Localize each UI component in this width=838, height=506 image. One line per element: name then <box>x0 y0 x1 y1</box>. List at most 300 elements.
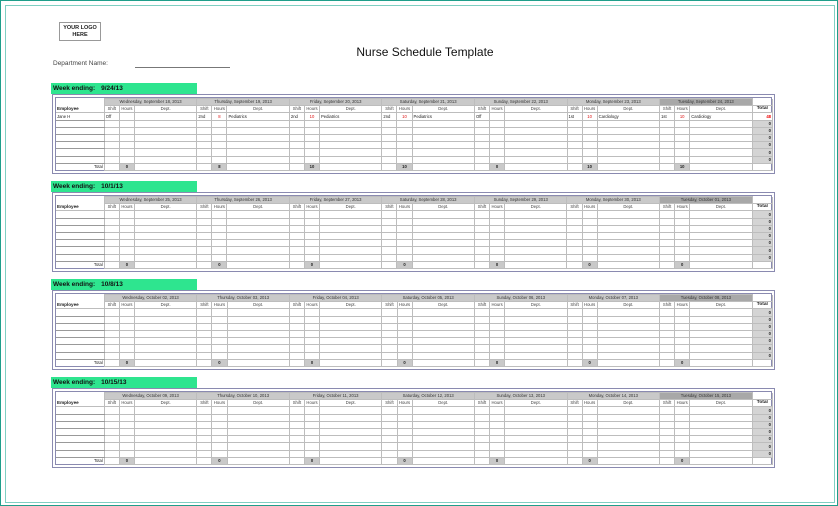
dept-cell[interactable] <box>134 330 196 337</box>
shift-cell[interactable] <box>660 120 675 127</box>
dept-cell[interactable] <box>505 211 567 218</box>
hours-cell[interactable] <box>119 240 134 247</box>
shift-cell[interactable] <box>567 338 582 345</box>
hours-cell[interactable] <box>304 421 319 428</box>
hours-cell[interactable] <box>490 225 505 232</box>
shift-cell[interactable] <box>197 428 212 435</box>
dept-cell[interactable] <box>320 232 382 239</box>
dept-cell[interactable] <box>505 218 567 225</box>
dept-cell[interactable] <box>690 421 752 428</box>
hours-cell[interactable] <box>212 134 227 141</box>
dept-cell[interactable] <box>227 421 289 428</box>
dept-cell[interactable] <box>320 407 382 414</box>
shift-cell[interactable] <box>104 240 119 247</box>
hours-cell[interactable] <box>675 156 690 163</box>
shift-cell[interactable] <box>104 352 119 359</box>
dept-cell[interactable] <box>412 134 474 141</box>
dept-cell[interactable] <box>412 218 474 225</box>
dept-cell[interactable] <box>505 240 567 247</box>
dept-cell[interactable] <box>134 142 196 149</box>
dept-cell[interactable]: Pediatrics <box>227 113 289 120</box>
hours-cell[interactable] <box>490 309 505 316</box>
employee-name-cell[interactable] <box>56 309 104 316</box>
shift-cell[interactable] <box>382 330 397 337</box>
hours-cell[interactable] <box>212 120 227 127</box>
hours-cell[interactable] <box>582 232 597 239</box>
dept-cell[interactable] <box>690 211 752 218</box>
shift-cell[interactable] <box>567 134 582 141</box>
employee-name-cell[interactable] <box>56 142 104 149</box>
hours-cell[interactable] <box>490 345 505 352</box>
dept-cell[interactable] <box>320 316 382 323</box>
dept-cell[interactable] <box>597 338 659 345</box>
hours-cell[interactable] <box>675 225 690 232</box>
dept-cell[interactable] <box>412 309 474 316</box>
dept-cell[interactable]: Cardiology <box>690 113 752 120</box>
shift-cell[interactable] <box>660 330 675 337</box>
hours-cell[interactable] <box>675 414 690 421</box>
hours-cell[interactable] <box>397 443 412 450</box>
dept-cell[interactable] <box>320 450 382 457</box>
shift-cell[interactable] <box>382 309 397 316</box>
shift-cell[interactable] <box>660 323 675 330</box>
shift-cell[interactable] <box>474 338 489 345</box>
dept-cell[interactable] <box>597 436 659 443</box>
dept-cell[interactable] <box>320 421 382 428</box>
shift-cell[interactable] <box>382 323 397 330</box>
shift-cell[interactable] <box>197 225 212 232</box>
dept-cell[interactable] <box>505 247 567 254</box>
hours-cell[interactable] <box>490 120 505 127</box>
dept-cell[interactable] <box>320 428 382 435</box>
shift-cell[interactable] <box>289 240 304 247</box>
dept-cell[interactable] <box>320 149 382 156</box>
hours-cell[interactable] <box>212 225 227 232</box>
hours-cell[interactable] <box>397 428 412 435</box>
shift-cell[interactable] <box>474 156 489 163</box>
shift-cell[interactable] <box>382 428 397 435</box>
shift-cell[interactable] <box>104 443 119 450</box>
shift-cell[interactable] <box>382 120 397 127</box>
hours-cell[interactable] <box>304 232 319 239</box>
shift-cell[interactable] <box>104 127 119 134</box>
dept-cell[interactable] <box>412 436 474 443</box>
shift-cell[interactable] <box>104 330 119 337</box>
shift-cell[interactable] <box>289 232 304 239</box>
shift-cell[interactable] <box>197 330 212 337</box>
dept-cell[interactable] <box>690 352 752 359</box>
dept-cell[interactable] <box>505 254 567 261</box>
shift-cell[interactable] <box>474 436 489 443</box>
hours-cell[interactable] <box>397 345 412 352</box>
hours-cell[interactable] <box>582 211 597 218</box>
shift-cell[interactable] <box>197 345 212 352</box>
hours-cell[interactable] <box>212 443 227 450</box>
hours-cell[interactable] <box>119 407 134 414</box>
dept-cell[interactable] <box>412 421 474 428</box>
dept-cell[interactable] <box>227 247 289 254</box>
hours-cell[interactable] <box>119 428 134 435</box>
hours-cell[interactable] <box>582 345 597 352</box>
dept-cell[interactable] <box>412 443 474 450</box>
hours-cell[interactable] <box>490 450 505 457</box>
hours-cell[interactable] <box>119 113 134 120</box>
dept-cell[interactable]: Pediatrics <box>320 113 382 120</box>
shift-cell[interactable] <box>104 156 119 163</box>
shift-cell[interactable] <box>474 247 489 254</box>
dept-cell[interactable] <box>227 149 289 156</box>
hours-cell[interactable] <box>490 421 505 428</box>
dept-cell[interactable]: Pediatrics <box>412 113 474 120</box>
dept-cell[interactable] <box>412 338 474 345</box>
dept-cell[interactable] <box>690 218 752 225</box>
dept-cell[interactable] <box>597 330 659 337</box>
shift-cell[interactable] <box>289 134 304 141</box>
shift-cell[interactable] <box>567 211 582 218</box>
employee-name-cell[interactable] <box>56 211 104 218</box>
hours-cell[interactable] <box>119 149 134 156</box>
hours-cell[interactable] <box>675 254 690 261</box>
dept-cell[interactable] <box>597 443 659 450</box>
dept-cell[interactable] <box>227 240 289 247</box>
shift-cell[interactable] <box>567 309 582 316</box>
dept-cell[interactable] <box>134 414 196 421</box>
shift-cell[interactable] <box>567 156 582 163</box>
shift-cell[interactable]: 1st <box>567 113 582 120</box>
hours-cell[interactable] <box>582 240 597 247</box>
shift-cell[interactable] <box>567 218 582 225</box>
dept-cell[interactable] <box>597 323 659 330</box>
hours-cell[interactable] <box>582 407 597 414</box>
hours-cell[interactable] <box>675 345 690 352</box>
shift-cell[interactable] <box>382 232 397 239</box>
hours-cell[interactable] <box>675 428 690 435</box>
hours-cell[interactable] <box>675 407 690 414</box>
hours-cell[interactable]: 10 <box>675 113 690 120</box>
dept-cell[interactable] <box>690 240 752 247</box>
hours-cell[interactable] <box>582 436 597 443</box>
hours-cell[interactable] <box>490 414 505 421</box>
dept-cell[interactable] <box>227 309 289 316</box>
hours-cell[interactable] <box>304 254 319 261</box>
dept-cell[interactable] <box>505 134 567 141</box>
dept-cell[interactable] <box>134 254 196 261</box>
shift-cell[interactable] <box>567 142 582 149</box>
hours-cell[interactable] <box>119 218 134 225</box>
dept-cell[interactable] <box>412 428 474 435</box>
dept-cell[interactable] <box>320 134 382 141</box>
dept-cell[interactable] <box>597 414 659 421</box>
hours-cell[interactable] <box>675 309 690 316</box>
shift-cell[interactable] <box>197 338 212 345</box>
shift-cell[interactable] <box>474 232 489 239</box>
shift-cell[interactable] <box>660 309 675 316</box>
shift-cell[interactable] <box>567 127 582 134</box>
dept-cell[interactable] <box>505 421 567 428</box>
hours-cell[interactable] <box>212 345 227 352</box>
hours-cell[interactable] <box>119 414 134 421</box>
dept-cell[interactable] <box>412 142 474 149</box>
shift-cell[interactable] <box>289 127 304 134</box>
dept-cell[interactable] <box>597 218 659 225</box>
shift-cell[interactable] <box>197 421 212 428</box>
shift-cell[interactable] <box>567 407 582 414</box>
dept-cell[interactable] <box>505 345 567 352</box>
hours-cell[interactable] <box>304 407 319 414</box>
employee-name-cell[interactable] <box>56 232 104 239</box>
dept-cell[interactable] <box>690 443 752 450</box>
hours-cell[interactable] <box>212 436 227 443</box>
hours-cell[interactable] <box>490 443 505 450</box>
shift-cell[interactable] <box>660 352 675 359</box>
shift-cell[interactable] <box>567 225 582 232</box>
dept-cell[interactable] <box>690 149 752 156</box>
dept-cell[interactable] <box>505 323 567 330</box>
dept-cell[interactable] <box>597 127 659 134</box>
dept-cell[interactable] <box>597 247 659 254</box>
hours-cell[interactable] <box>212 421 227 428</box>
hours-cell[interactable] <box>675 436 690 443</box>
dept-cell[interactable] <box>320 323 382 330</box>
shift-cell[interactable] <box>289 330 304 337</box>
hours-cell[interactable] <box>212 149 227 156</box>
shift-cell[interactable] <box>382 407 397 414</box>
shift-cell[interactable] <box>289 149 304 156</box>
shift-cell[interactable] <box>382 421 397 428</box>
dept-cell[interactable] <box>690 156 752 163</box>
hours-cell[interactable] <box>212 247 227 254</box>
shift-cell[interactable] <box>567 232 582 239</box>
hours-cell[interactable] <box>397 352 412 359</box>
shift-cell[interactable] <box>660 134 675 141</box>
hours-cell[interactable] <box>490 232 505 239</box>
dept-cell[interactable] <box>690 120 752 127</box>
hours-cell[interactable] <box>582 421 597 428</box>
shift-cell[interactable] <box>567 450 582 457</box>
hours-cell[interactable] <box>675 149 690 156</box>
hours-cell[interactable] <box>304 316 319 323</box>
shift-cell[interactable] <box>104 316 119 323</box>
dept-cell[interactable] <box>412 352 474 359</box>
hours-cell[interactable] <box>675 127 690 134</box>
dept-cell[interactable] <box>690 450 752 457</box>
shift-cell[interactable] <box>104 142 119 149</box>
dept-cell[interactable] <box>597 225 659 232</box>
shift-cell[interactable] <box>567 323 582 330</box>
shift-cell[interactable] <box>382 414 397 421</box>
dept-cell[interactable] <box>505 428 567 435</box>
hours-cell[interactable] <box>212 142 227 149</box>
dept-cell[interactable] <box>320 120 382 127</box>
shift-cell[interactable] <box>104 218 119 225</box>
shift-cell[interactable] <box>660 142 675 149</box>
hours-cell[interactable] <box>582 142 597 149</box>
hours-cell[interactable] <box>490 436 505 443</box>
dept-cell[interactable] <box>320 338 382 345</box>
shift-cell[interactable] <box>382 443 397 450</box>
shift-cell[interactable]: 2nd <box>382 113 397 120</box>
shift-cell[interactable] <box>104 345 119 352</box>
dept-cell[interactable] <box>597 134 659 141</box>
dept-cell[interactable] <box>505 156 567 163</box>
hours-cell[interactable] <box>397 211 412 218</box>
shift-cell[interactable] <box>567 149 582 156</box>
shift-cell[interactable] <box>567 421 582 428</box>
shift-cell[interactable] <box>474 407 489 414</box>
shift-cell[interactable] <box>660 225 675 232</box>
hours-cell[interactable] <box>397 316 412 323</box>
dept-cell[interactable] <box>134 323 196 330</box>
dept-cell[interactable] <box>597 345 659 352</box>
dept-cell[interactable] <box>690 338 752 345</box>
dept-cell[interactable] <box>320 330 382 337</box>
dept-cell[interactable] <box>320 352 382 359</box>
shift-cell[interactable] <box>660 211 675 218</box>
hours-cell[interactable] <box>119 443 134 450</box>
shift-cell[interactable] <box>382 127 397 134</box>
hours-cell[interactable] <box>212 450 227 457</box>
hours-cell[interactable] <box>119 421 134 428</box>
dept-cell[interactable] <box>320 211 382 218</box>
dept-cell[interactable] <box>690 316 752 323</box>
hours-cell[interactable] <box>304 330 319 337</box>
shift-cell[interactable] <box>382 450 397 457</box>
shift-cell[interactable] <box>382 225 397 232</box>
hours-cell[interactable] <box>397 232 412 239</box>
shift-cell[interactable] <box>104 309 119 316</box>
hours-cell[interactable] <box>304 345 319 352</box>
shift-cell[interactable] <box>197 323 212 330</box>
dept-cell[interactable] <box>597 232 659 239</box>
dept-cell[interactable] <box>597 428 659 435</box>
hours-cell[interactable] <box>304 142 319 149</box>
hours-cell[interactable] <box>490 323 505 330</box>
shift-cell[interactable] <box>382 338 397 345</box>
hours-cell[interactable] <box>304 218 319 225</box>
hours-cell[interactable] <box>119 142 134 149</box>
hours-cell[interactable] <box>304 134 319 141</box>
employee-name-cell[interactable] <box>56 316 104 323</box>
hours-cell[interactable] <box>304 443 319 450</box>
hours-cell[interactable] <box>675 316 690 323</box>
shift-cell[interactable] <box>197 240 212 247</box>
employee-name-cell[interactable] <box>56 225 104 232</box>
hours-cell[interactable] <box>119 247 134 254</box>
dept-cell[interactable] <box>412 211 474 218</box>
hours-cell[interactable] <box>675 330 690 337</box>
shift-cell[interactable] <box>567 414 582 421</box>
hours-cell[interactable] <box>304 309 319 316</box>
hours-cell[interactable] <box>675 443 690 450</box>
shift-cell[interactable] <box>474 218 489 225</box>
dept-cell[interactable] <box>505 407 567 414</box>
employee-name-cell[interactable] <box>56 240 104 247</box>
shift-cell[interactable] <box>660 421 675 428</box>
hours-cell[interactable] <box>582 218 597 225</box>
shift-cell[interactable] <box>382 142 397 149</box>
shift-cell[interactable] <box>104 407 119 414</box>
hours-cell[interactable] <box>397 127 412 134</box>
employee-name-cell[interactable] <box>56 254 104 261</box>
hours-cell[interactable] <box>304 247 319 254</box>
hours-cell[interactable] <box>304 428 319 435</box>
shift-cell[interactable] <box>289 323 304 330</box>
dept-cell[interactable] <box>227 127 289 134</box>
shift-cell[interactable] <box>474 240 489 247</box>
shift-cell[interactable] <box>289 345 304 352</box>
dept-cell[interactable] <box>690 345 752 352</box>
hours-cell[interactable] <box>582 127 597 134</box>
hours-cell[interactable] <box>675 134 690 141</box>
shift-cell[interactable] <box>567 428 582 435</box>
dept-cell[interactable] <box>134 240 196 247</box>
shift-cell[interactable] <box>104 428 119 435</box>
dept-cell[interactable] <box>412 254 474 261</box>
dept-cell[interactable] <box>134 428 196 435</box>
dept-cell[interactable] <box>227 142 289 149</box>
dept-cell[interactable] <box>134 156 196 163</box>
dept-cell[interactable] <box>505 113 567 120</box>
hours-cell[interactable]: 10 <box>397 113 412 120</box>
dept-cell[interactable] <box>597 120 659 127</box>
dept-cell[interactable] <box>505 352 567 359</box>
shift-cell[interactable] <box>660 450 675 457</box>
shift-cell[interactable] <box>660 247 675 254</box>
hours-cell[interactable] <box>212 309 227 316</box>
shift-cell[interactable] <box>567 254 582 261</box>
shift-cell[interactable] <box>382 156 397 163</box>
hours-cell[interactable] <box>212 211 227 218</box>
dept-cell[interactable] <box>690 232 752 239</box>
shift-cell[interactable] <box>289 120 304 127</box>
dept-cell[interactable] <box>134 120 196 127</box>
shift-cell[interactable] <box>197 120 212 127</box>
hours-cell[interactable] <box>304 450 319 457</box>
dept-cell[interactable] <box>134 450 196 457</box>
shift-cell[interactable] <box>382 211 397 218</box>
shift-cell[interactable] <box>289 338 304 345</box>
hours-cell[interactable] <box>212 156 227 163</box>
dept-cell[interactable] <box>505 436 567 443</box>
dept-cell[interactable] <box>227 436 289 443</box>
shift-cell[interactable] <box>567 443 582 450</box>
dept-cell[interactable] <box>597 407 659 414</box>
dept-cell[interactable] <box>690 407 752 414</box>
hours-cell[interactable] <box>582 330 597 337</box>
dept-cell[interactable] <box>597 352 659 359</box>
hours-cell[interactable] <box>397 225 412 232</box>
shift-cell[interactable] <box>474 330 489 337</box>
hours-cell[interactable] <box>582 120 597 127</box>
shift-cell[interactable] <box>289 211 304 218</box>
shift-cell[interactable] <box>104 149 119 156</box>
dept-cell[interactable] <box>134 218 196 225</box>
hours-cell[interactable] <box>397 254 412 261</box>
shift-cell[interactable] <box>474 120 489 127</box>
dept-cell[interactable] <box>597 316 659 323</box>
dept-cell[interactable] <box>690 247 752 254</box>
hours-cell[interactable] <box>490 316 505 323</box>
hours-cell[interactable] <box>119 330 134 337</box>
shift-cell[interactable] <box>660 127 675 134</box>
hours-cell[interactable] <box>212 330 227 337</box>
dept-cell[interactable] <box>505 338 567 345</box>
shift-cell[interactable] <box>382 240 397 247</box>
shift-cell[interactable] <box>660 254 675 261</box>
hours-cell[interactable] <box>397 414 412 421</box>
dept-cell[interactable] <box>597 142 659 149</box>
dept-cell[interactable] <box>134 436 196 443</box>
